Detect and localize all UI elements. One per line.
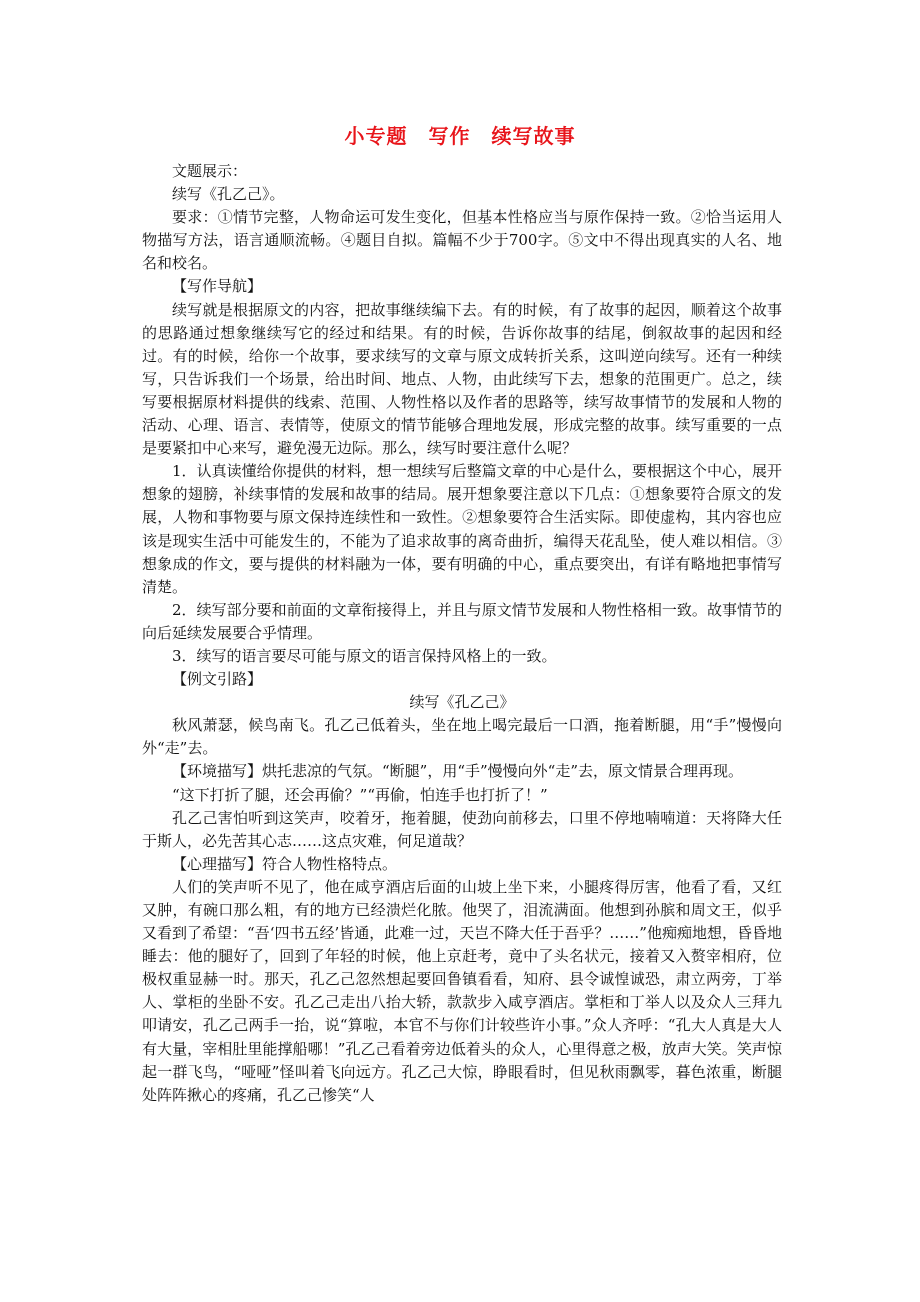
paragraph: “这下打折了腿，还会再偷？”“再偷，怕连手也打折了！”	[172, 785, 548, 804]
paragraph: 续写《孔乙己》。	[172, 185, 285, 204]
paragraph: 文题展示：	[172, 162, 248, 180]
paragraph: 3．续写的语言要尽可能与原文的语言保持风格上的一致。	[172, 646, 557, 665]
paragraph: 孔乙己害怕听到这笑声，咬着牙，拖着腿，使劲向前移去，口里不停地喃喃道：天将降大任于斯人，必先苦其心志……这点灾难，何足道哉？	[142, 808, 782, 850]
paragraph: 【心理描写】符合人物性格特点。	[172, 854, 398, 873]
paragraph: 【环境描写】烘托悲凉的气氛。“断腿”，用“手”慢慢向外“走”去，原文情景合理再现。	[172, 762, 744, 781]
paragraph: 1．认真读懂给你提供的材料，想一想续写后整篇文章的中心是什么，要根据这个中心，展开想象的翅膀，补续事情的发展和故事的结局。展开想象要注意以下几点：①想象要符合原文的发展，人物和事物要与原文保持连续性和一致性。②想象要符合生活实际。即使虚构，其内容也应该是现实生活中可能发生的，不能为了追求故事的离奇曲折，编得天花乱坠，使人难以相信。③想象成的作文，要与提供的材料融为一体，要有明确的中心，重点要突出，有详有略地把事情写清楚。	[142, 462, 782, 596]
paragraph: 续写就是根据原文的内容，把故事继续编下去。有的时候，有了故事的起因，顺着这个故事的思路通过想象继续写它的经过和结果。有的时候，告诉你故事的结尾，倒叙故事的起因和经过。有的时候，给你一个故事，要求续写的文章与原文成转折关系，这叫逆向续写。还有一种续写，只告诉我们一个场景，给出时间、地点、人物，由此续写下去，想象的范围更广。总之，续写要根据原材料提供的线索、范围、人物性格以及作者的思路等，续写故事情节的发展和人物的活动、心理、语言、表情等，使原文的情节能够合理地发展，形成完整的故事。续写重要的一点是要紧扣中心来写，避免漫无边际。那么，续写时要注意什么呢？	[142, 300, 782, 458]
section-heading: 【写作导航】	[172, 277, 263, 296]
paragraph: 人们的笑声听不见了，他在咸亨酒店后面的山坡上坐下来，小腿疼得厉害，他看了看，又红又肿，有碗口那么粗，有的地方已经溃烂化脓。他哭了，泪流满面。他想到孙膑和周文王，似乎又看到了希望：“吾‘四书五经’皆通，此难一过，天岂不降大任于吾乎？……”他痴痴地想，昏昏地睡去：他的腿好了，回到了年轻的时候，他上京赶考，竟中了头名状元，接着又入赘宰相府，位极权重显赫一时。那天，孔乙己忽然想起要回鲁镇看看，知府、县令诚惶诚恐，肃立两旁，丁举人、掌柜的坐卧不安。孔乙己走出八抬大轿，款款步入咸亨酒店。掌柜和丁举人以及众人三拜九叩请安，孔乙己两手一抬，说“算啦，本官不与你们计较些许小事。”众人齐呼：“孔大人真是大人有大量，宰相肚里能撑船哪！”孔乙己看着旁边低着头的众人，心里得意之极，放声大笑。笑声惊起一群飞鸟，“哑哑”怪叫着飞向远方。孔乙己大惊，睁眼看时，但见秋雨飘零，暮色浓重，断腿处阵阵揪心的疼痛，孔乙己惨笑“人	[142, 877, 782, 1104]
paragraph: 2．续写部分要和前面的文章衔接得上，并且与原文情节发展和人物性格相一致。故事情节的向后延续发展要合乎情理。	[142, 600, 782, 642]
example-title: 续写《孔乙己》	[409, 693, 515, 712]
section-heading: 【例文引路】	[172, 670, 263, 689]
paragraph: 秋风萧瑟，候鸟南飞。孔乙己低着头，坐在地上喝完最后一口酒，拖着断腿，用“手”慢慢向外“走”去。	[142, 716, 782, 758]
paragraph: 要求：①情节完整，人物命运可发生变化，但基本性格应当与原作保持一致。②恰当运用人物描写方法，语言通顺流畅。④题目自拟。篇幅不少于700字。⑤文中不得出现真实的人名、地名和校名。	[142, 208, 782, 273]
document-body	[142, 160, 782, 1107]
page-title: 小专题 写作 续写故事	[344, 124, 576, 148]
